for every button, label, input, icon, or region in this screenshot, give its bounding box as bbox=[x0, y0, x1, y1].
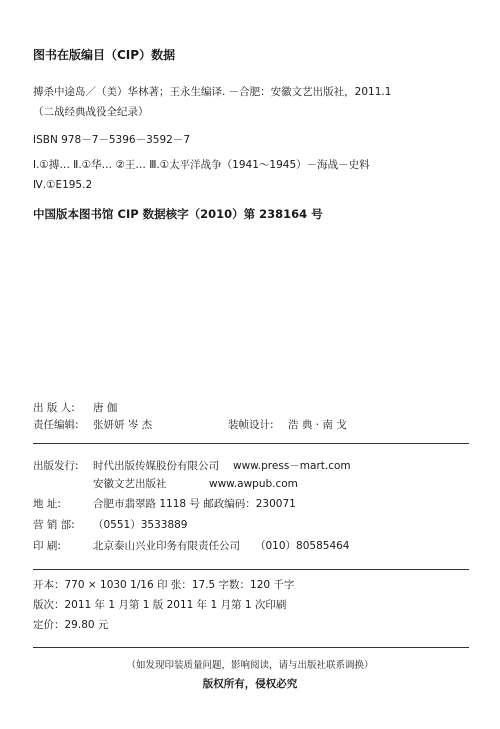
cip-subject-line-2: Ⅳ.①E195.2 bbox=[33, 179, 93, 191]
cip-bibliographic-line: 搏杀中途岛／（美）华林著；王永生编译. －合肥：安徽文艺出版社，2011.1 bbox=[33, 86, 392, 98]
sales-phone: （0551）3533889 bbox=[93, 519, 188, 531]
quality-notice: （如发现印装质量问题，影响阅读，请与出版社联系调换） bbox=[126, 660, 374, 671]
divider-3 bbox=[33, 647, 469, 648]
publisher-name: 唐 伽 bbox=[93, 402, 118, 414]
printer-label: 印 刷: bbox=[33, 540, 61, 552]
format-line: 开本：770 × 1030 1/16 印 张：17.5 字数：120 千字 bbox=[33, 579, 295, 591]
publisher-company-1: 时代出版传媒股份有限公司 bbox=[93, 460, 219, 472]
price-line: 定价：29.80 元 bbox=[33, 619, 109, 631]
cip-subject-line-1: Ⅰ.①搏… Ⅱ.①华… ②王… Ⅲ.①太平洋战争（1941～1945）－海战－史料 bbox=[33, 159, 370, 171]
cip-series-line: （二战经典战役全纪录） bbox=[33, 106, 149, 118]
editor-names: 张妍妍 岑 杰 bbox=[93, 419, 153, 431]
editor-label: 责任编辑: bbox=[33, 419, 79, 431]
address-label: 地 址: bbox=[33, 498, 61, 510]
publisher-url-1: www.press－mart.com bbox=[233, 460, 351, 472]
printer-phone: （010）80585464 bbox=[255, 540, 350, 552]
sales-label: 营 销 部: bbox=[33, 519, 75, 531]
distribution-label: 出版发行: bbox=[33, 460, 79, 472]
publisher-label: 出 版 人: bbox=[33, 402, 75, 414]
edition-line: 版次：2011 年 1 月第 1 版 2011 年 1 月第 1 次印刷 bbox=[33, 599, 287, 611]
cip-isbn: ISBN 978－7－5396－3592－7 bbox=[33, 134, 191, 146]
designer-names: 浩 典 · 南 戈 bbox=[288, 419, 347, 431]
publisher-company-2: 安徽文艺出版社 bbox=[93, 478, 167, 490]
cip-heading: 图书在版编目（CIP）数据 bbox=[33, 48, 176, 62]
publisher-url-2: www.awpub.com bbox=[209, 478, 298, 490]
design-label: 装帧设计: bbox=[228, 419, 274, 431]
printer-name: 北京泰山兴业印务有限责任公司 bbox=[93, 540, 240, 552]
divider-1 bbox=[33, 443, 469, 444]
cip-catalog-number: 中国版本图书馆 CIP 数据核字（2010）第 238164 号 bbox=[33, 207, 323, 221]
address-value: 合肥市翡翠路 1118 号 邮政编码：230071 bbox=[93, 498, 296, 510]
divider-2 bbox=[33, 569, 469, 570]
copyright-notice: 版权所有，侵权必究 bbox=[202, 678, 298, 690]
